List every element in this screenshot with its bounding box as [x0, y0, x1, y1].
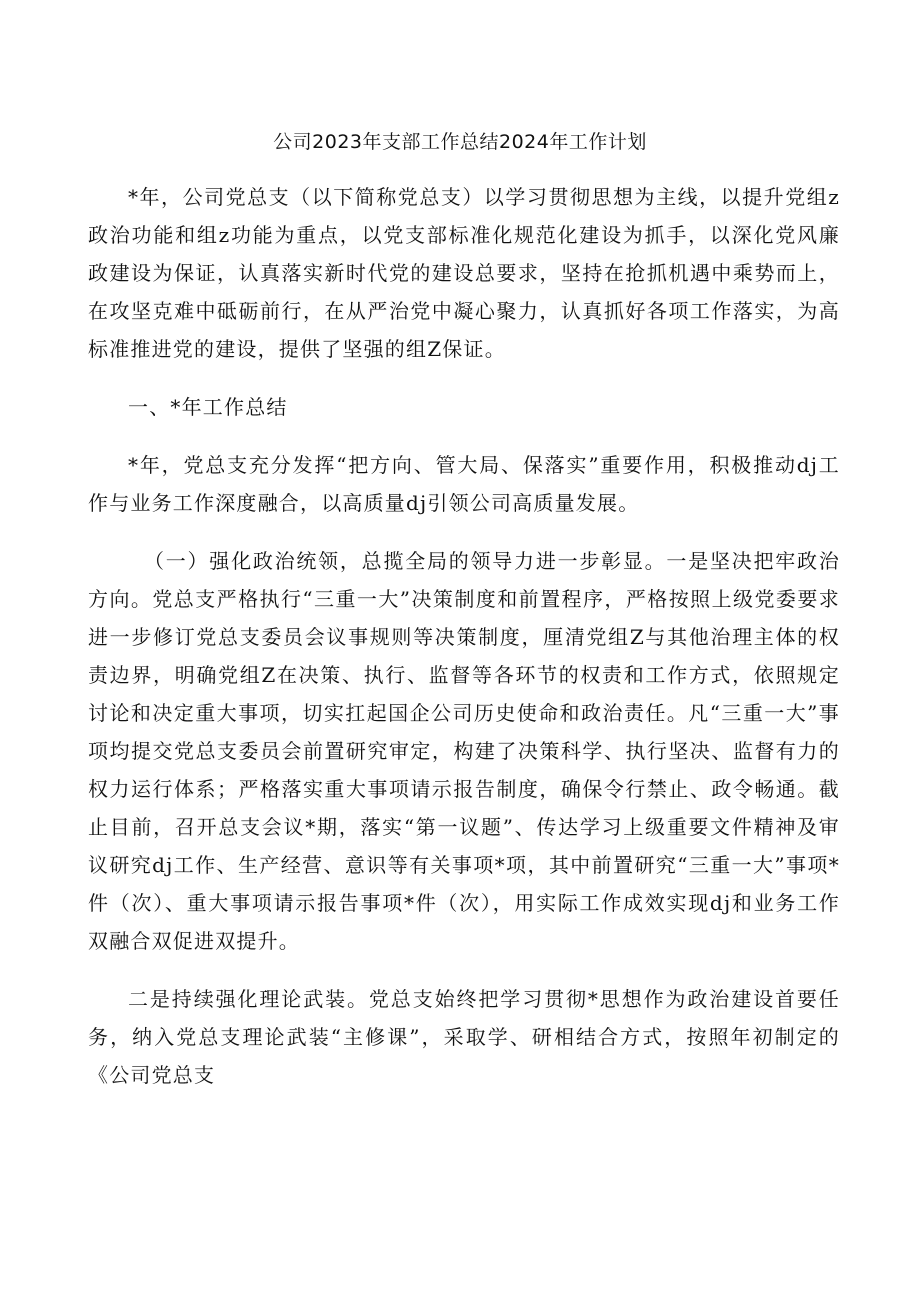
- document-title: 公司2023年支部工作总结2024年工作计划: [273, 131, 647, 153]
- part-one-paragraph: （一）强化政治统领，总揽全局的领导力进一步彰显。一是坚决把牢政治方向。党总支严格执行“三重一大”决策制度和前置程序，严格按照上级党委要求进一步修订党总支委员会议事规则等决策制度，厘清党组Z与其他治理主体的权责边界，明确党组Z在决策、执行、监督等各环节的权责和工作方式，依照规定讨论和决定重大事项，切实扛起国企公司历史使命和政治责任。凡“三重一大”事项均提交党总支委员会前置研究审定，构建了决策科学、执行坚决、监督有力的权力运行体系；严格落实重大事项请示报告制度，确保令行禁止、政令畅通。截止目前，召开总支会议*期，落实“第一议题”、传达学习上级重要文件精神及审议研究dj工作、生产经营、意识等有关事项*项，其中前置研究“三重一大”事项*件（次）、重大事项请示报告事项*件（次），用实际工作成效实现dj和业务工作双融合双促进双提升。: [88, 549, 840, 953]
- summary-paragraph: *年，党总支充分发挥“把方向、管大局、保落实”重要作用，积极推动dj工作与业务工作深度融合，以高质量dj引领公司高质量发展。: [88, 453, 840, 515]
- part-two-paragraph: 二是持续强化理论武装。党总支始终把学习贯彻*思想作为政治建设首要任务，纳入党总支理论武装“主修课”，采取学、研相结合方式，按照年初制定的《公司党总支: [88, 987, 840, 1087]
- intro-paragraph: *年，公司党总支（以下简称党总支）以学习贯彻思想为主线，以提升党组z政治功能和组z功能为重点，以党支部标准化规范化建设为抓手，以深化党风廉政建设为保证，认真落实新时代党的建设总要求，坚持在抢抓机遇中乘势而上，在攻坚克难中砥砺前行，在从严治党中凝心聚力，认真抓好各项工作落实，为高标准推进党的建设，提供了坚强的组Z保证。: [88, 185, 840, 361]
- document-body: [88, 178, 840, 1094]
- section-heading: 一、*年工作总结: [128, 395, 288, 419]
